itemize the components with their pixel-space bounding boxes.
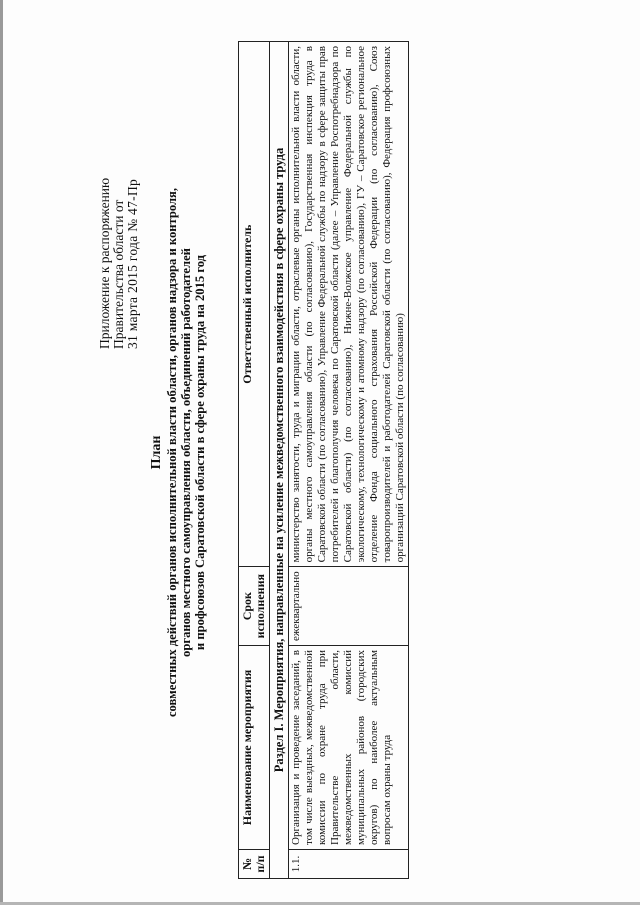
document-title [150,40,207,865]
section-title: Раздел I. Мероприятия, направленные на усиление межведомственного взаимодействия в сфере охраны труда [270,42,289,879]
row-activity: Организация и проведение заседаний, в том числе выездных, межведомственной комиссии по охране труда при Правительстве области, межведомственных комиссий муниципальных районов (городских округов) по наиболее актуальным вопросам охраны труда [289,646,409,850]
appendix-note [98,178,140,349]
table-row [289,42,409,879]
table-header-row [239,42,270,879]
header-name: Наименование мероприятия [239,646,270,850]
appendix-line-2: Правительства области от [111,199,126,349]
row-term: ежеквартально [289,567,409,646]
row-executor: министерство занятости, труда и миграции области, отраслевые органы исполнительной власти области, органы местного самоуправления области (по согласованию), Государственная инспекция труда в Саратовской области (по согласованию), Управление Федеральной службы по надзору в сфере защиты прав потребителей и благополучия человека по Саратовской области (далее – Управление Роспотребнадзора по Саратовской области) (по согласованию), Нижне-Волжское управление Федеральной службы по экологическому, технологическому и атомному надзору (по согласованию), ГУ – Саратовское региональное отделение Фонда социального страхования Российской Федерации (по согласованию), Союз товаропроизводителей и работодателей Саратовской области (по согласованию), Федерация профсоюзных организаций Саратовской области (по согласованию) [289,42,409,567]
title-line-3: и профсоюзов Саратовской области в сфере охраны труда на 2015 год [193,254,207,651]
title-line-1: совместных действий органов исполнительной власти области, органов надзора и контроля, [165,187,179,718]
header-term: Срок исполнения [239,567,270,646]
row-number: 1.1. [289,850,409,879]
title-heading: План [149,435,164,470]
appendix-date: 31 марта 2015 года № 47-Пр [125,178,140,349]
section-row [270,42,289,879]
header-number: № п/п [239,850,270,879]
plan-table [238,41,409,879]
header-executor: Ответственный исполнитель [239,42,270,567]
appendix-line-1: Приложение к распоряжению [97,177,112,349]
title-line-2: органов местного самоуправления области, объединений работодателей [179,248,193,657]
